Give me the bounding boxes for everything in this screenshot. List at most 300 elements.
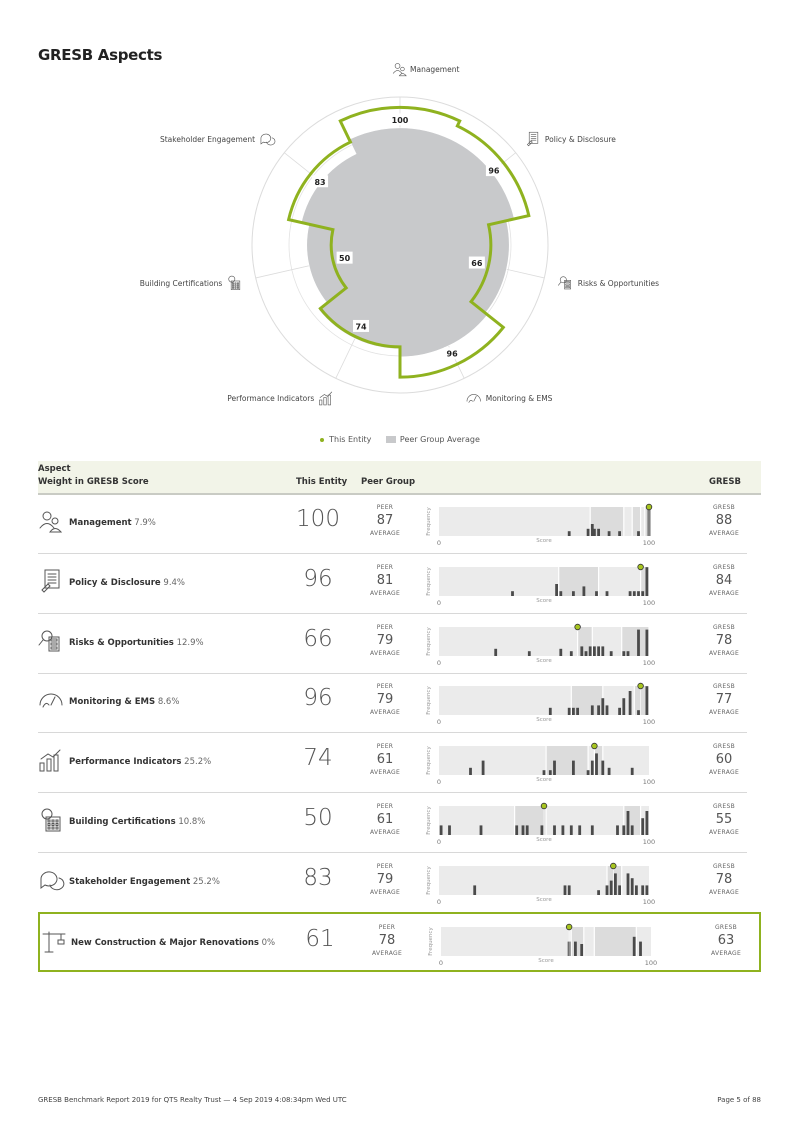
histogram-bar — [572, 591, 575, 596]
entity-marker — [566, 924, 572, 930]
axis-min-label: 0 — [436, 658, 442, 667]
radar-score-label — [312, 175, 328, 187]
histogram-bar — [595, 591, 598, 596]
histogram-bar — [597, 646, 600, 656]
entity-score: 100 — [296, 506, 340, 532]
axis-max-label: 100 — [642, 598, 656, 607]
entity-score: 74 — [303, 745, 333, 772]
average-label: AVERAGE — [708, 769, 740, 777]
weight-header: Weight in GRESB Score — [38, 477, 149, 487]
frequency-axis-label: Frequency — [426, 686, 432, 716]
average-label: AVERAGE — [369, 589, 401, 597]
histogram-bar — [555, 584, 558, 596]
peer-average — [362, 504, 408, 538]
aspect-weight: 8.6% — [155, 697, 180, 708]
gresb-value: 78 — [715, 632, 733, 648]
score-histogram — [418, 498, 694, 548]
score-axis-label: Score — [536, 837, 552, 843]
aspect-label: Monitoring & EMS — [69, 697, 156, 708]
histogram-bar — [580, 944, 583, 956]
peer-legend-label: Peer Group Average — [399, 435, 480, 444]
table-row — [38, 912, 761, 972]
gresb-value: 55 — [715, 812, 733, 827]
histogram-band — [622, 627, 649, 656]
peer-average — [364, 924, 410, 958]
histogram-bar — [595, 754, 598, 776]
average-label: AVERAGE — [708, 589, 740, 597]
axis-min-label: 0 — [436, 897, 442, 906]
histogram-bar — [494, 648, 497, 655]
gresb-average — [701, 803, 747, 837]
aspect-name — [69, 518, 156, 528]
peer-value: 79 — [376, 632, 394, 648]
axis-max-label: 100 — [642, 539, 656, 547]
page-title: GRESB Aspects — [38, 46, 163, 64]
peer-label: PEER — [376, 862, 394, 870]
histogram-bar — [568, 708, 571, 715]
gresb-value: 88 — [715, 513, 733, 528]
radar-score-label — [353, 320, 369, 332]
histogram-bar — [646, 629, 649, 655]
entity-header: This Entity — [296, 477, 348, 487]
histogram-bar — [559, 591, 562, 596]
gresb-value: 84 — [715, 572, 733, 588]
peer-value: 79 — [376, 871, 394, 887]
stakeholder-icon — [261, 134, 275, 145]
average-label: AVERAGE — [369, 649, 401, 657]
svg-text:Risks & Opportunities: Risks & Opportunities — [577, 278, 659, 288]
aspect-name — [69, 638, 204, 648]
aspect-weight: 25.2% — [181, 757, 212, 768]
frequency-axis-label: Frequency — [426, 626, 432, 656]
entity-score: 96 — [303, 685, 333, 712]
radar-axis-label — [558, 277, 659, 289]
histogram-bar — [627, 811, 630, 835]
peer-average — [362, 863, 408, 897]
construction-icon — [41, 928, 67, 954]
peer-value: 61 — [376, 812, 394, 827]
frequency-axis-label: Frequency — [426, 567, 432, 596]
score-axis-label: Score — [536, 538, 552, 544]
table-row — [38, 733, 747, 793]
table-row — [38, 614, 747, 674]
entity-score: 96 — [303, 565, 333, 592]
score-histogram — [418, 618, 694, 668]
average-label: AVERAGE — [710, 950, 742, 957]
entity-score: 83 — [303, 864, 333, 891]
histogram-bar — [610, 880, 613, 894]
axis-min-label: 0 — [436, 718, 442, 727]
histogram-bar — [639, 942, 642, 956]
axis-max-label: 100 — [642, 838, 656, 846]
histogram-bar — [511, 591, 514, 596]
histogram-bar — [583, 586, 586, 596]
peer-legend-swatch — [386, 436, 396, 443]
svg-text:Monitoring & EMS: Monitoring & EMS — [485, 394, 553, 404]
radar-axis-label — [227, 392, 332, 405]
histogram-bar — [631, 878, 634, 895]
svg-text:Policy & Disclosure: Policy & Disclosure — [544, 135, 616, 145]
aspect-weight: 10.8% — [175, 817, 206, 827]
gresb-average — [701, 624, 747, 658]
histogram-bar — [549, 770, 552, 775]
policy-icon — [527, 132, 537, 146]
histogram-background — [439, 686, 649, 715]
gresb-label: GRESB — [712, 683, 736, 691]
axis-max-label: 100 — [642, 778, 656, 787]
peer-average — [362, 743, 408, 777]
histogram-bar — [597, 529, 600, 536]
histogram-bar — [469, 768, 472, 775]
histogram-bar — [627, 651, 630, 656]
gresb-average — [703, 924, 749, 958]
aspect-name — [69, 757, 211, 767]
frequency-axis-label: Frequency — [426, 806, 432, 835]
histogram-bar — [522, 825, 525, 835]
aspect-label: New Construction & Major Renovations — [71, 938, 259, 948]
histogram-bar — [606, 885, 609, 895]
aspect-name — [69, 697, 179, 707]
gresb-label: GRESB — [712, 743, 736, 751]
score-histogram — [418, 558, 694, 608]
histogram-bar — [587, 770, 590, 775]
radar-axis-label — [393, 63, 459, 75]
entity-score: 50 — [303, 805, 333, 831]
gresb-value: 78 — [715, 871, 733, 887]
performance-icon — [38, 747, 64, 773]
performance-icon — [319, 392, 331, 405]
aspect-label: Building Certifications — [69, 817, 176, 827]
histogram-bar — [629, 591, 632, 596]
gresb-label: GRESB — [712, 862, 736, 870]
histogram-bar — [601, 699, 604, 716]
svg-text:Stakeholder Engagement: Stakeholder Engagement — [159, 135, 256, 145]
average-label: AVERAGE — [369, 888, 401, 896]
entity-marker — [575, 624, 581, 630]
histogram-bar — [576, 708, 579, 715]
score-histogram — [418, 797, 694, 847]
histogram-bar — [570, 825, 573, 835]
histogram-bar — [589, 646, 592, 656]
histogram-bar — [580, 646, 583, 656]
table-header — [38, 461, 761, 495]
histogram-bar — [591, 706, 594, 716]
histogram-bar — [622, 699, 625, 716]
histogram-bar — [646, 687, 649, 716]
histogram-band — [594, 927, 636, 956]
table-row — [38, 554, 747, 614]
average-label: AVERAGE — [708, 829, 740, 836]
peer-value: 87 — [376, 513, 394, 528]
radar-score-label — [444, 347, 460, 359]
svg-text:100: 100 — [391, 115, 409, 125]
average-label: AVERAGE — [708, 649, 740, 657]
histogram-bar — [480, 825, 483, 835]
histogram-bar — [633, 591, 636, 596]
score-axis-label: Score — [538, 958, 554, 964]
histogram-bar — [543, 770, 546, 775]
histogram-bar — [641, 885, 644, 895]
svg-text:Management: Management — [410, 65, 460, 74]
entity-marker — [638, 564, 644, 570]
aspect-label: Management — [69, 518, 132, 528]
histogram-bar — [568, 885, 571, 895]
histogram-bar — [618, 531, 621, 536]
peer-average — [362, 683, 408, 717]
aspect-name — [69, 578, 185, 588]
monitoring-icon — [467, 394, 481, 402]
peer-label: PEER — [376, 504, 394, 511]
axis-min-label: 0 — [438, 959, 444, 967]
histogram-bar — [553, 825, 556, 835]
histogram-bar — [637, 711, 640, 716]
score-axis-label: Score — [536, 597, 552, 604]
risks-icon — [558, 277, 570, 289]
frequency-axis-label: Frequency — [428, 927, 434, 956]
svg-text:Performance Indicators: Performance Indicators — [227, 394, 315, 404]
histogram-bar — [631, 768, 634, 775]
histogram-bar — [606, 706, 609, 716]
entity-marker — [592, 743, 598, 749]
score-axis-label: Score — [536, 777, 552, 784]
svg-text:Building Certifications: Building Certifications — [139, 278, 223, 288]
aspect-weight: 12.9% — [173, 637, 204, 648]
histogram-bar — [559, 648, 562, 655]
svg-text:96: 96 — [446, 349, 458, 359]
histogram-bar — [591, 761, 594, 775]
building-icon — [38, 807, 64, 833]
gresb-label: GRESB — [712, 623, 736, 631]
axis-max-label: 100 — [642, 897, 656, 906]
histogram-bar — [593, 529, 596, 536]
histogram-bar — [637, 591, 640, 596]
gresb-value: 60 — [715, 752, 733, 768]
peer-average — [362, 564, 408, 598]
gresb-header: GRESB — [709, 477, 741, 487]
aspect-header: Aspect — [38, 464, 71, 474]
aspect-name — [71, 938, 275, 948]
average-label: AVERAGE — [369, 530, 401, 537]
table-row — [38, 793, 747, 853]
histogram-bar — [587, 529, 590, 536]
entity-legend-label: This Entity — [329, 435, 372, 444]
histogram-band — [546, 746, 588, 775]
average-label: AVERAGE — [708, 530, 740, 537]
risks-icon — [38, 628, 64, 654]
average-label: AVERAGE — [708, 888, 740, 896]
histogram-bar — [646, 567, 649, 596]
histogram-bar — [627, 873, 630, 895]
svg-text:74: 74 — [355, 322, 367, 332]
histogram-bar — [448, 825, 451, 835]
frequency-axis-label: Frequency — [426, 507, 432, 536]
entity-score: 61 — [305, 926, 335, 952]
average-label: AVERAGE — [369, 709, 401, 717]
aspect-label: Stakeholder Engagement — [69, 876, 191, 887]
radar-score-label — [337, 252, 353, 264]
average-label: AVERAGE — [708, 709, 740, 717]
histogram-bar — [572, 761, 575, 775]
footer-report-info: GRESB Benchmark Report 2019 for QTS Realty Trust — 4 Sep 2019 4:08:34pm Wed UTC — [38, 1096, 347, 1104]
aspect-name — [69, 877, 220, 887]
histogram-bar — [473, 885, 476, 895]
histogram-bar — [572, 708, 575, 715]
histogram-bar — [601, 646, 604, 656]
axis-max-label: 100 — [642, 658, 656, 667]
gresb-label: GRESB — [714, 924, 738, 931]
peer-value: 61 — [376, 752, 394, 768]
entity-marker — [611, 863, 617, 869]
radar-score-label — [469, 257, 485, 269]
axis-min-label: 0 — [436, 838, 442, 846]
histogram-bar — [641, 818, 644, 835]
histogram-bar — [562, 825, 565, 835]
peer-label: PEER — [376, 743, 394, 751]
histogram-bar — [646, 811, 649, 835]
peer-average — [362, 624, 408, 658]
aspect-weight: 7.9% — [131, 518, 156, 528]
entity-marker — [646, 504, 652, 510]
entity-marker — [541, 803, 547, 809]
histogram-bar — [631, 825, 634, 835]
peer-header: Peer Group — [361, 477, 416, 487]
aspect-weight: 9.4% — [160, 577, 185, 588]
monitoring-icon — [38, 687, 64, 713]
histogram-bar — [618, 708, 621, 715]
histogram-bar — [629, 691, 632, 715]
average-label: AVERAGE — [369, 829, 401, 836]
histogram-bar — [482, 761, 485, 775]
histogram-bar — [526, 825, 529, 835]
score-histogram — [418, 737, 694, 787]
gresb-label: GRESB — [712, 563, 736, 571]
page-number: Page 5 of 88 — [717, 1096, 761, 1104]
peer-value: 81 — [376, 572, 394, 588]
histogram-bar — [633, 937, 636, 956]
gresb-average — [701, 863, 747, 897]
axis-min-label: 0 — [436, 539, 442, 547]
entity-marker — [638, 684, 644, 690]
histogram-bar — [515, 825, 518, 835]
histogram-bar — [585, 651, 588, 656]
page-footer — [38, 1096, 761, 1104]
radar-score-label — [486, 164, 502, 176]
entity-legend-marker — [320, 438, 324, 442]
frequency-axis-label: Frequency — [426, 866, 432, 895]
peer-label: PEER — [376, 803, 394, 810]
stakeholder-icon — [38, 867, 64, 893]
table-row — [38, 673, 747, 733]
gresb-label: GRESB — [712, 504, 736, 511]
peer-value: 78 — [378, 933, 396, 948]
aspect-label: Policy & Disclosure — [69, 577, 161, 588]
table-row — [38, 853, 747, 913]
histogram-bar — [564, 885, 567, 895]
gresb-average — [701, 743, 747, 777]
histogram-bar — [568, 531, 571, 536]
score-axis-label: Score — [536, 896, 552, 903]
peer-label: PEER — [378, 924, 396, 931]
histogram-background — [439, 627, 649, 656]
histogram-bar — [641, 591, 644, 596]
entity-score: 66 — [303, 625, 333, 652]
management-icon — [393, 63, 406, 75]
svg-text:83: 83 — [314, 177, 326, 187]
histogram-bar — [616, 825, 619, 835]
aspect-label: Performance Indicators — [69, 757, 182, 768]
histogram-bar — [606, 591, 609, 596]
radar-chart — [0, 65, 800, 435]
histogram-bar — [578, 825, 581, 835]
axis-max-label: 100 — [644, 959, 658, 967]
aspect-weight: 25.2% — [190, 876, 220, 887]
axis-max-label: 100 — [642, 718, 656, 727]
score-axis-label: Score — [536, 657, 552, 664]
histogram-bar — [608, 768, 611, 775]
gresb-value: 63 — [717, 933, 735, 948]
score-histogram — [420, 918, 696, 968]
histogram-bar — [637, 531, 640, 536]
score-histogram — [418, 677, 694, 727]
histogram-bar — [549, 708, 552, 715]
peer-label: PEER — [376, 683, 394, 691]
histogram-bar — [622, 825, 625, 835]
peer-label: PEER — [376, 623, 394, 631]
histogram-bar — [637, 629, 640, 655]
average-label: AVERAGE — [371, 950, 403, 957]
histogram-bar — [553, 761, 556, 775]
aspect-weight: 0% — [258, 938, 276, 948]
histogram-bar — [593, 646, 596, 656]
radar-score-label — [392, 113, 409, 125]
histogram-bar — [601, 761, 604, 775]
histogram-bar — [570, 651, 573, 656]
histogram-bar — [591, 825, 594, 835]
histogram-bar — [622, 651, 625, 656]
histogram-bar — [646, 885, 649, 895]
gresb-average — [701, 504, 747, 538]
axis-min-label: 0 — [436, 778, 442, 787]
policy-icon — [38, 568, 64, 594]
peer-average — [362, 803, 408, 837]
axis-min-label: 0 — [436, 598, 442, 607]
histogram-bar — [614, 873, 617, 895]
histogram-bar — [618, 885, 621, 895]
peer-value: 79 — [376, 692, 394, 708]
aspect-label: Risks & Opportunities — [69, 637, 174, 648]
average-label: AVERAGE — [369, 769, 401, 777]
histogram-bar — [597, 890, 600, 895]
table-row — [38, 494, 747, 554]
svg-text:66: 66 — [471, 259, 483, 269]
score-histogram — [418, 857, 694, 907]
histogram-bar — [597, 706, 600, 716]
histogram-bar — [541, 825, 544, 835]
management-icon — [38, 508, 64, 534]
histogram-bar — [528, 651, 531, 656]
frequency-axis-label: Frequency — [426, 746, 432, 775]
chart-legend — [0, 435, 800, 444]
svg-text:50: 50 — [339, 254, 351, 264]
score-axis-label: Score — [536, 717, 552, 724]
radar-axis-label — [160, 134, 275, 145]
gresb-label: GRESB — [712, 803, 736, 810]
gresb-average — [701, 683, 747, 717]
gresb-value: 77 — [715, 692, 733, 708]
histogram-bar — [610, 651, 613, 656]
peer-label: PEER — [376, 563, 394, 571]
histogram-bar — [608, 531, 611, 536]
